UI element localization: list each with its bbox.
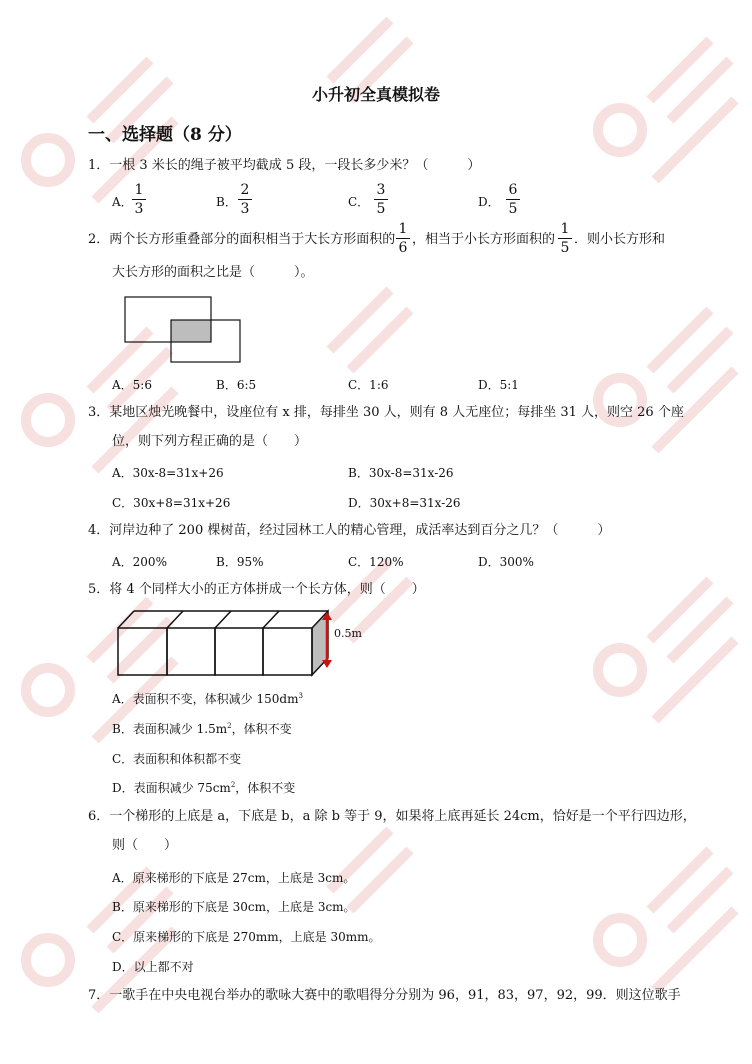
q1-option-c-label: C． bbox=[348, 195, 370, 209]
q3-option-c: C．30x+8=31x+26 bbox=[112, 496, 231, 510]
q2-option-d: D．5:1 bbox=[478, 378, 519, 392]
q6-option-b: B．原来梯形的下底是 30cm，上底是 3cm。 bbox=[112, 900, 356, 914]
q6-option-d: D．以上都不对 bbox=[112, 960, 194, 974]
q3-option-b: B．30x-8=31x-26 bbox=[348, 466, 454, 480]
q3-option-d: D．30x+8=31x-26 bbox=[348, 496, 461, 510]
q4-option-c: C．120% bbox=[348, 555, 404, 569]
q2-option-a: A．5:6 bbox=[112, 378, 152, 392]
q4-option-b: B．95% bbox=[216, 555, 264, 569]
question-2-line2: 大长方形的面积之比是（ ）。 bbox=[112, 265, 314, 280]
dimension-label: 0.5m bbox=[334, 627, 362, 640]
q6-option-a: A．原来梯形的下底是 27cm，上底是 3cm。 bbox=[112, 871, 356, 885]
q1-option-a-fraction: 1 3 bbox=[132, 182, 146, 217]
cube-2 bbox=[167, 628, 215, 675]
question-6-line2: 则（ ） bbox=[112, 838, 178, 853]
question-2-part3: ．则小长方形和 bbox=[574, 232, 666, 247]
q1-option-d-fraction: 6 5 bbox=[506, 182, 520, 217]
q1-option-b-fraction: 2 3 bbox=[238, 182, 252, 217]
q2-option-b: B．6:5 bbox=[216, 378, 257, 392]
q6-option-c: C．原来梯形的下底是 270mm，上底是 30mm。 bbox=[112, 930, 381, 944]
q4-option-d: D．300% bbox=[478, 555, 534, 569]
cube-4 bbox=[263, 628, 312, 675]
q3-option-a: A．30x-8=31x+26 bbox=[112, 466, 224, 480]
q5-option-a: A．表面积不变，体积减少 $150dm^3$ bbox=[112, 692, 303, 706]
q5-option-d: D．表面积减少 $75cm^2$，体积不变 bbox=[112, 781, 296, 795]
overlapping-rectangles-figure bbox=[120, 294, 244, 364]
q5-option-c: C．表面积和体积都不变 bbox=[112, 752, 242, 766]
question-1-text: 1．一根 3 米长的绳子被平均截成 5 段，一段长多少米？（ ） bbox=[88, 158, 481, 173]
question-2-part2: ，相当于小长方形面积的 bbox=[412, 232, 556, 247]
q4-option-a: A．200% bbox=[112, 555, 167, 569]
q1-option-a-label: A． bbox=[112, 195, 133, 209]
question-3-line2: 位，则下列方程正确的是（ ） bbox=[112, 434, 308, 449]
cube-3 bbox=[215, 628, 263, 675]
q2-fraction-2: 1 5 bbox=[558, 221, 572, 256]
question-3-line1: 3．某地区烛光晚餐中，设座位有 x 排，每排坐 30 人，则有 8 人无座位；每排坐 31 人，则空 26 个座 bbox=[88, 405, 684, 420]
q2-option-c: C．1:6 bbox=[348, 378, 389, 392]
q1-option-c-fraction: 3 5 bbox=[374, 182, 388, 217]
question-4-text: 4．河岸边种了 200 棵树苗，经过园林工人的精心管理，成活率达到百分之几？（ ） bbox=[88, 523, 611, 538]
section-heading: 一、选择题（8 分） bbox=[88, 125, 242, 145]
q1-option-b-label: B． bbox=[216, 195, 237, 209]
q5-option-b: B．表面积减少 $1.5m^2$，体积不变 bbox=[112, 722, 292, 736]
overlap-region bbox=[171, 320, 211, 342]
q1-option-d-label: D． bbox=[478, 195, 500, 209]
question-5-text: 5．将 4 个同样大小的正方体拼成一个长方体，则（ ） bbox=[88, 582, 425, 597]
cube-1 bbox=[118, 628, 167, 675]
cubes-figure bbox=[112, 606, 372, 680]
question-2-part1: 2．两个长方形重叠部分的面积相当于大长方形面积的 bbox=[88, 232, 396, 247]
question-7-line1: 7．一歌手在中央电视台举办的歌咏大赛中的歌唱得分分别为 96，91，83，97，92，99．则这位歌手 bbox=[88, 988, 681, 1003]
page-title: 小升初全真模拟卷 bbox=[311, 85, 440, 104]
question-6-line1: 6．一个梯形的上底是 a，下底是 b，a 除 b 等于 9，如果将上底再延长 24cm，恰好是一个平行四边形， bbox=[88, 809, 696, 824]
q2-fraction-1: 1 6 bbox=[396, 221, 410, 256]
